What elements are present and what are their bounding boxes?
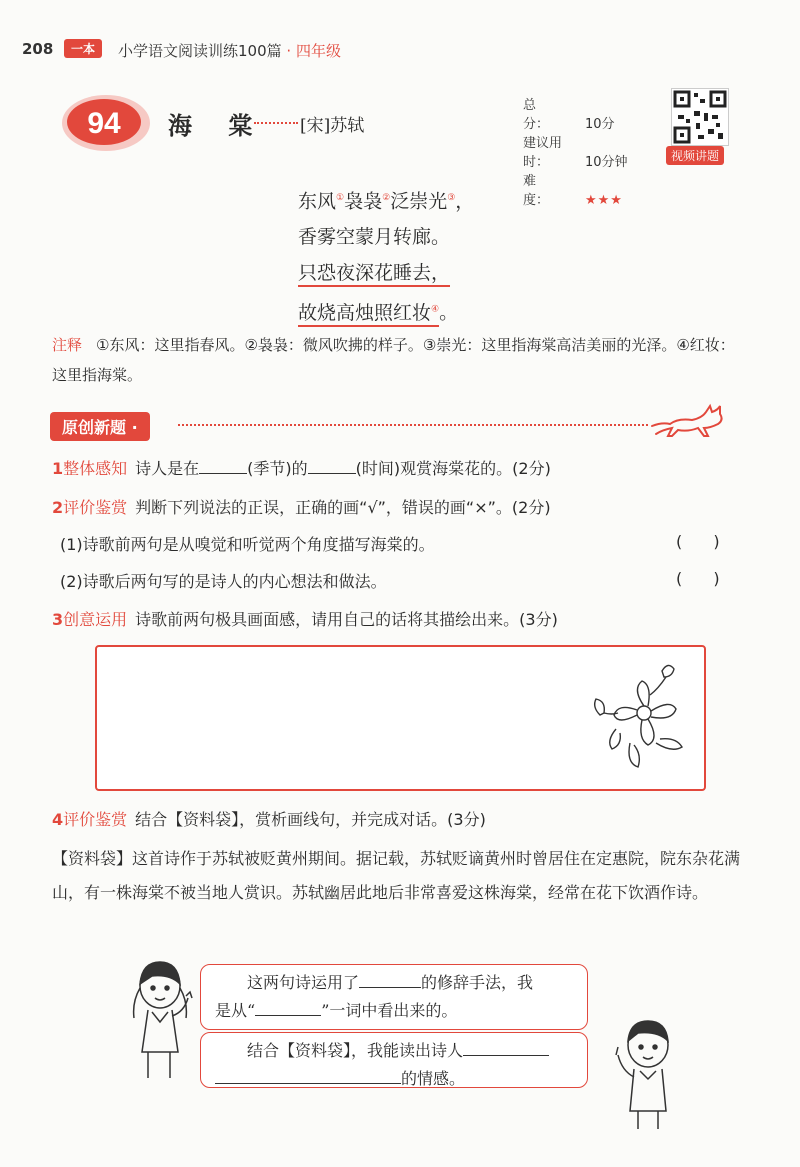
note-marker: ② <box>382 193 391 203</box>
question-type: 评价鉴赏 <box>63 498 128 517</box>
question-number: 3 <box>52 610 64 629</box>
question-type: 创意运用 <box>63 610 128 629</box>
question-2 <box>52 495 551 518</box>
statement-1: (1)诗歌前两句是从嗅觉和听觉两个角度描写海棠的。 <box>60 535 435 554</box>
question-number: 1 <box>52 459 64 478</box>
begonia-flower-icon <box>586 655 696 773</box>
judgement-paren-1[interactable]: ( ) <box>676 532 720 551</box>
title-dots <box>254 122 298 124</box>
cat-icon <box>648 400 728 440</box>
question-text: 诗歌前两句极具画面感，请用自己的话将其描绘出来。(3分) <box>135 610 558 629</box>
difficulty-label: 难 度： <box>523 174 563 208</box>
bubble-text: 这两句诗运用了 <box>247 973 360 992</box>
poem-line-2: 香雾空蒙月转廊。 <box>298 226 451 249</box>
answer-blank[interactable] <box>215 1083 401 1084</box>
time-value: 10分钟 <box>585 155 628 170</box>
poem-line-4 <box>298 291 474 330</box>
question-3 <box>52 607 558 630</box>
girl-illustration-icon <box>122 952 196 1082</box>
question-text: (时间)观赏海棠花的。(2分) <box>355 459 551 478</box>
bubble-text: 的修辞手法，我 <box>421 973 534 992</box>
poem-text: 东风 <box>298 190 337 213</box>
total-label: 总 分： <box>523 98 563 132</box>
speech-bubble-girl <box>200 964 588 1030</box>
answer-blank[interactable] <box>359 987 421 988</box>
book-title-text: 小学语文阅读训练100篇 <box>118 42 282 60</box>
material-bag: 【资料袋】这首诗作于苏轼被贬黄州期间。据记载，苏轼贬谪黄州时曾居住在定惠院，院东杂花满山，有一株海棠不被当地人赏识。苏轼幽居此地后非常喜爱这株海棠，经常在花下饮酒作诗。 <box>52 849 741 902</box>
poem-line-1 <box>298 180 474 219</box>
speech-bubble-boy <box>200 1032 588 1088</box>
lesson-number-badge <box>60 92 152 154</box>
poem-text: 。 <box>439 301 459 324</box>
poem-text: 泛崇光 <box>390 190 448 213</box>
question-number: 4 <box>52 810 64 829</box>
grade-label: · 四年级 <box>286 42 341 60</box>
answer-blank[interactable] <box>199 473 247 474</box>
poem-author: [宋]苏轼 <box>300 116 365 136</box>
time-label: 建议用时： <box>523 136 563 170</box>
section-banner: 原创新题 · <box>50 412 150 441</box>
lesson-number: 94 <box>87 107 121 140</box>
qr-code-icon[interactable] <box>671 88 729 146</box>
answer-blank[interactable] <box>255 1015 321 1016</box>
video-explain-label[interactable]: 视频讲题 <box>666 146 724 165</box>
underlined-line <box>298 302 439 327</box>
bubble-line <box>215 1065 573 1093</box>
brand-badge: 一本 <box>64 39 102 58</box>
book-title <box>118 40 341 61</box>
difficulty-stars: ★★★ <box>585 193 623 208</box>
statement-2: (2)诗歌后两句写的是诗人的内心想法和做法。 <box>60 572 387 591</box>
note-marker: ③ <box>447 193 456 203</box>
question-4 <box>52 807 486 830</box>
bubble-text: 结合【资料袋】，我能读出诗人 <box>247 1041 464 1060</box>
annotation-notes <box>52 330 742 390</box>
bubble-line <box>215 1037 573 1065</box>
note-marker: ④ <box>431 304 440 315</box>
question-number: 2 <box>52 498 64 517</box>
poem-body <box>298 180 474 331</box>
notes-label: 注释 <box>52 336 83 354</box>
question-text: 判断下列说法的正误，正确的画“√”，错误的画“×”。(2分) <box>135 498 551 517</box>
notes-text: ①东风：这里指春风。②袅袅：微风吹拂的样子。③崇光：这里指海棠高洁美丽的光泽。④红妆：这里指海棠。 <box>52 336 735 384</box>
bubble-line <box>215 969 573 997</box>
total-value: 10分 <box>585 117 615 132</box>
poem-text: ， <box>455 190 475 213</box>
poem-text: 故烧高烛照红妆 <box>298 301 432 324</box>
section-divider <box>178 424 648 426</box>
answer-blank[interactable] <box>308 473 356 474</box>
bubble-text: 是从“ <box>215 1001 256 1020</box>
question-text: (季节)的 <box>247 459 308 478</box>
judgement-paren-2[interactable]: ( ) <box>676 569 720 588</box>
question-type: 评价鉴赏 <box>63 810 128 829</box>
note-marker: ① <box>336 193 345 203</box>
question-type: 整体感知 <box>63 459 128 478</box>
page-number: 208 <box>22 40 54 58</box>
poem-line-3 <box>298 255 474 291</box>
question-text: 诗人是在 <box>135 459 200 478</box>
question-text: 结合【资料袋】，赏析画线句，并完成对话。(3分) <box>135 810 486 829</box>
answer-blank[interactable] <box>463 1055 549 1056</box>
underlined-line: 只恐夜深花睡去， <box>298 262 450 287</box>
bubble-line <box>215 997 573 1025</box>
bubble-text: ”一词中看出来的。 <box>321 1001 458 1020</box>
question-1 <box>52 456 551 479</box>
bubble-text: 的情感。 <box>401 1069 466 1088</box>
poem-text: 袅袅 <box>344 190 383 213</box>
poem-title: 海 棠 <box>168 111 267 140</box>
boy-illustration-icon <box>608 1015 680 1131</box>
